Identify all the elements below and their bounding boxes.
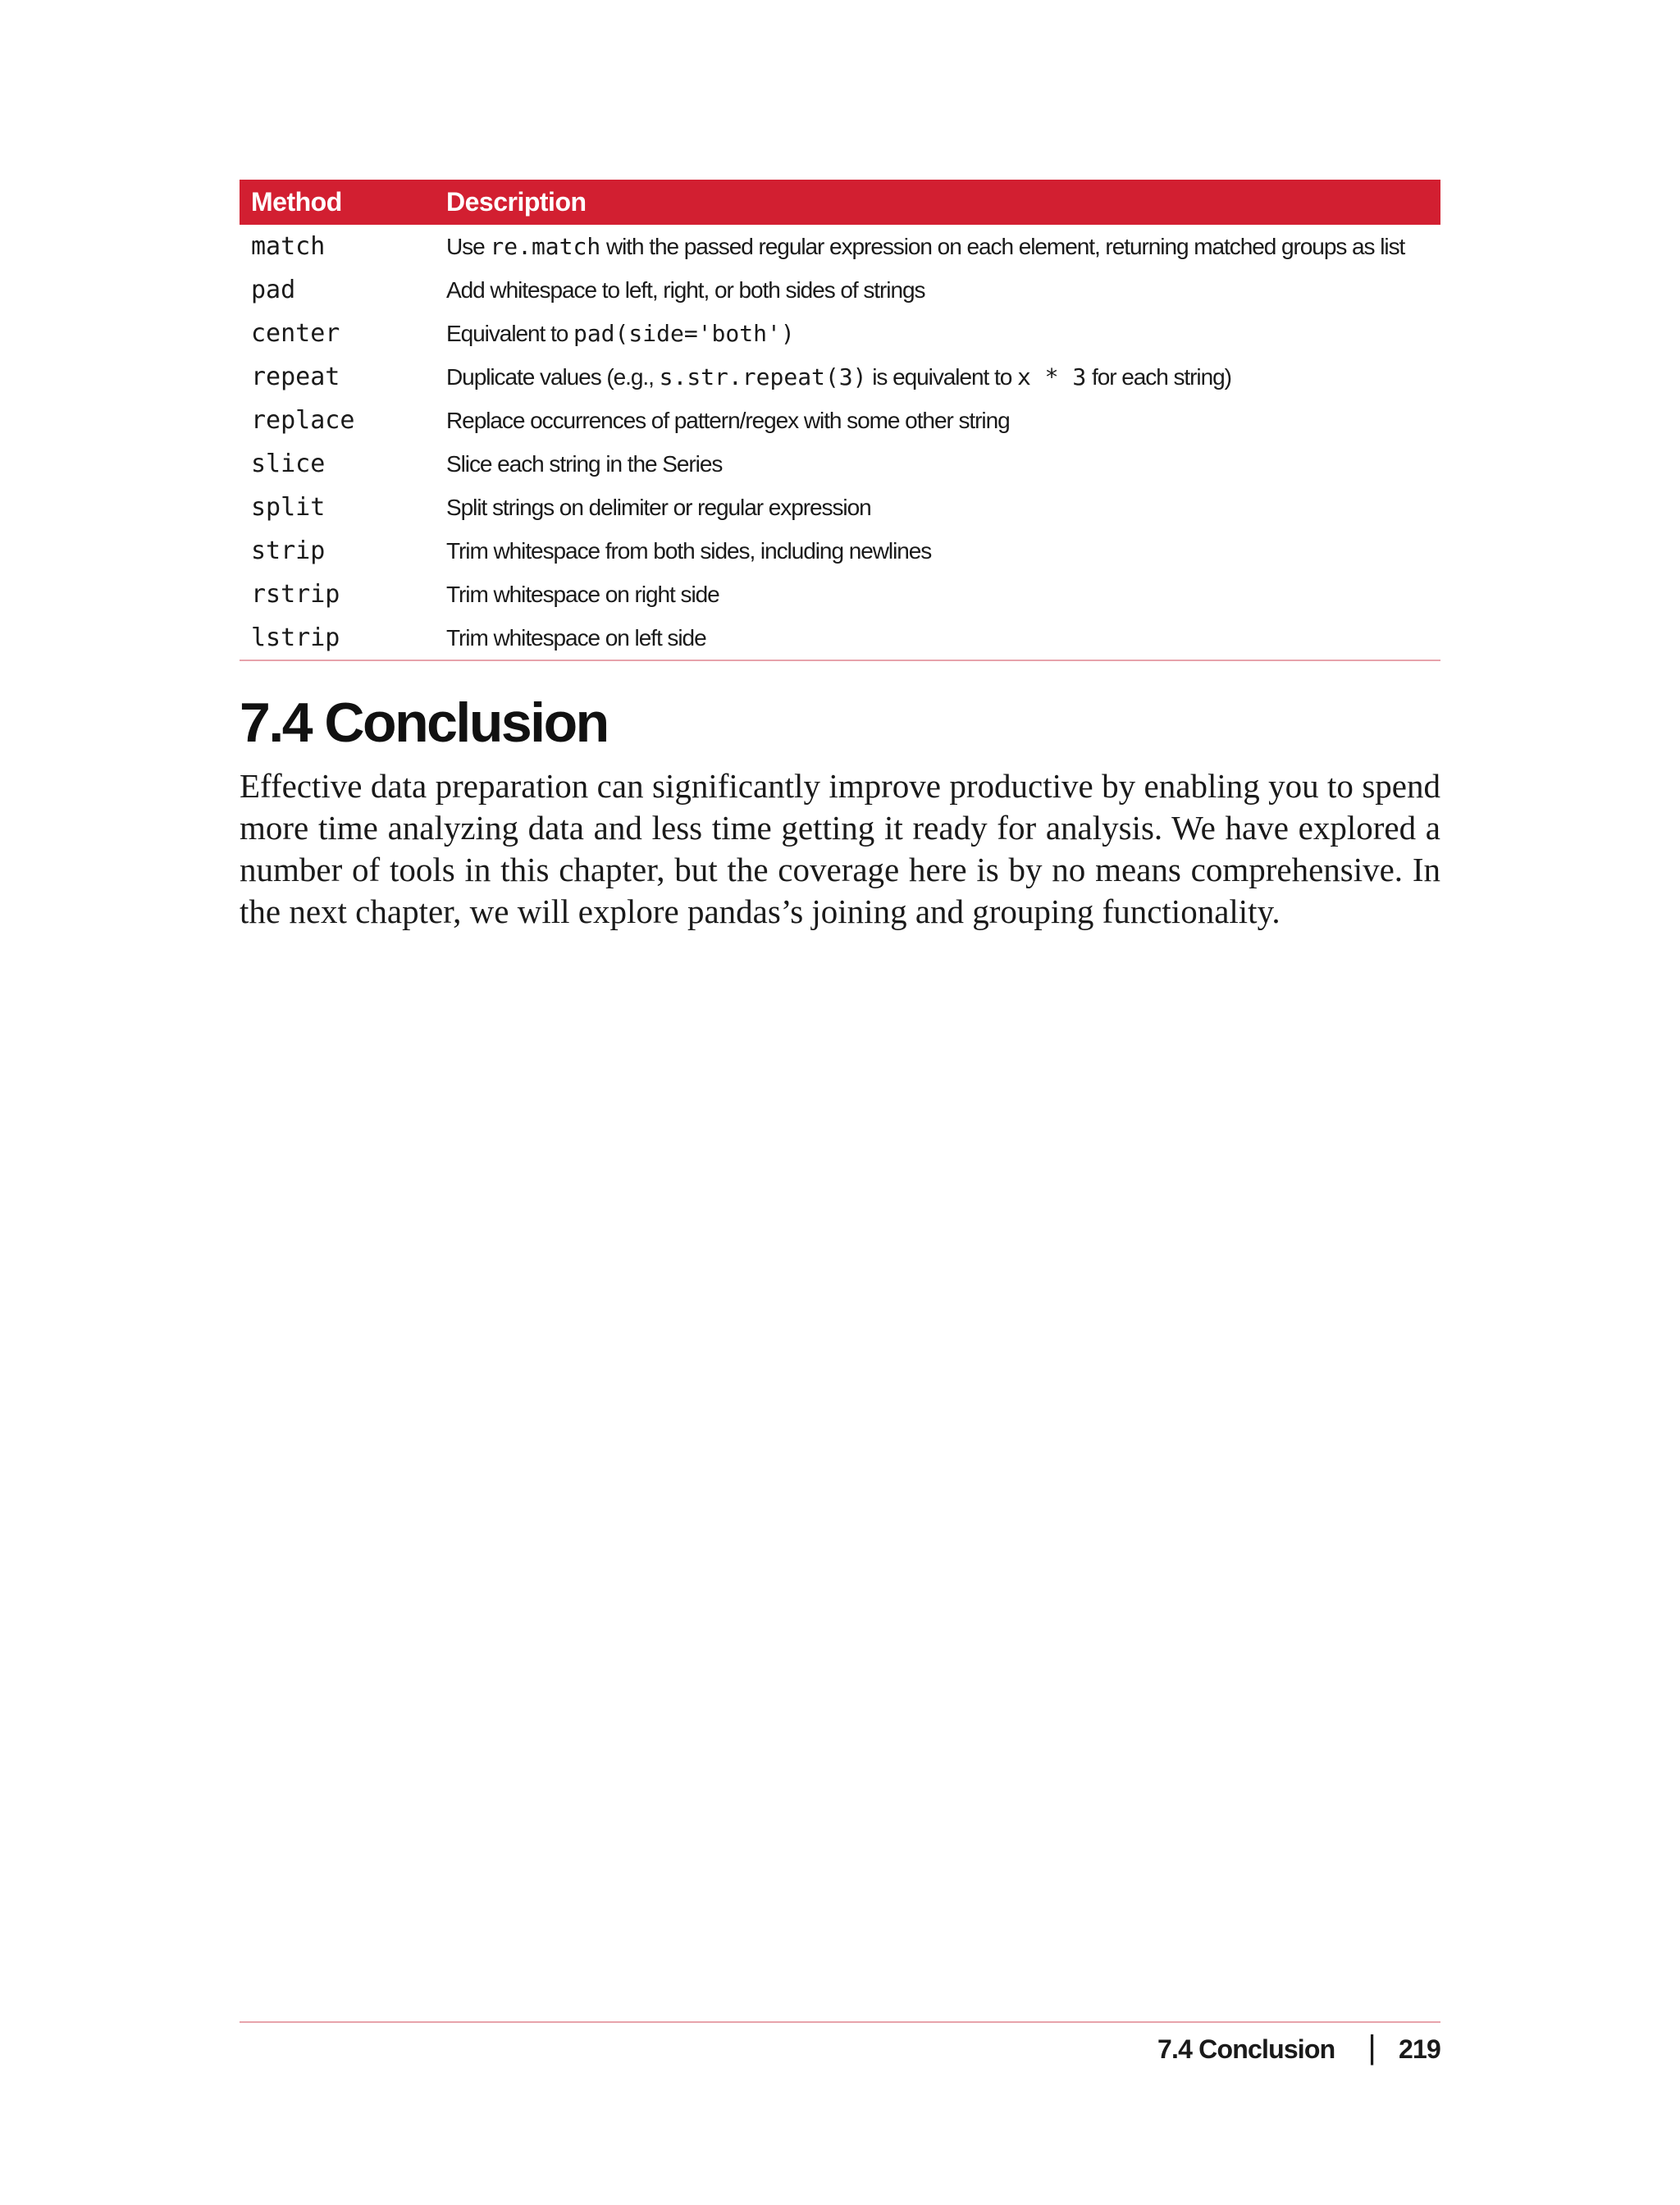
description-cell [435, 616, 1440, 660]
description-cell [435, 399, 1440, 442]
footer-separator: | [1367, 2029, 1376, 2066]
table-row [240, 268, 1440, 312]
table-row [240, 573, 1440, 616]
description-text: Split strings on delimiter or regular expression [446, 494, 871, 520]
footer-section-title: 7.4 Conclusion [1157, 2034, 1335, 2064]
table-row [240, 355, 1440, 399]
page-footer [1157, 2029, 1440, 2066]
table-row [240, 616, 1440, 660]
table-row [240, 312, 1440, 355]
description-text: with the passed regular expression on each element, returning matched groups as list [600, 234, 1405, 259]
description-cell [435, 442, 1440, 486]
description-text: Add whitespace to left, right, or both sides of strings [446, 276, 925, 303]
description-text: Use [446, 234, 491, 259]
description-cell [435, 225, 1440, 268]
description-cell [435, 312, 1440, 355]
table-row [240, 529, 1440, 573]
table-row [240, 225, 1440, 268]
method-name-cell: lstrip [240, 616, 435, 660]
table-row [240, 442, 1440, 486]
page-number: 219 [1399, 2034, 1440, 2064]
description-cell [435, 268, 1440, 312]
method-name-cell: pad [251, 276, 296, 304]
method-name-cell: rstrip [251, 580, 340, 609]
table-header-row [240, 180, 1440, 225]
description-text: Equivalent to [446, 321, 573, 346]
string-methods-table [240, 180, 1440, 661]
description-cell [435, 573, 1440, 616]
method-name-cell: split [251, 493, 326, 522]
inline-code: pad(side='both') [573, 320, 795, 347]
description-text: Trim whitespace from both sides, including newlines [446, 537, 932, 564]
column-header-description: Description [435, 180, 1440, 225]
page-content [240, 180, 1440, 933]
inline-code: x * 3 [1016, 363, 1087, 390]
method-name-cell: center [251, 319, 340, 348]
section-heading: 7.4 Conclusion [240, 692, 608, 754]
method-name-cell: match [251, 232, 326, 261]
description-text: Duplicate values (e.g., [446, 364, 660, 390]
method-name-cell: slice [251, 450, 326, 478]
description-text: Trim whitespace on right side [446, 581, 719, 607]
description-text: is equivalent to [866, 364, 1017, 390]
description-text: Trim whitespace on left side [446, 624, 706, 651]
inline-code: s.str.repeat(3) [659, 363, 867, 390]
table-body [240, 225, 1440, 660]
inline-code: re.match [490, 233, 601, 260]
table-row [240, 486, 1440, 529]
column-header-method: Method [240, 180, 435, 225]
footer-divider [240, 2021, 1440, 2023]
description-cell [435, 486, 1440, 529]
description-text: Replace occurrences of pattern/regex with some other string [446, 407, 1010, 433]
table-row [240, 399, 1440, 442]
description-text: Slice each string in the Series [446, 450, 723, 477]
method-name-cell: replace [251, 406, 355, 435]
description-cell [435, 355, 1440, 399]
body-paragraph: Effective data preparation can significantly improve productive by enabling you to spend more time analyzing data and less time getting it ready for analysis. We have explored a number of tools in this chapter, but the coverage here is by no means comprehensive. In the next chapter, we will explore pandas’s joining and grouping functionality. [240, 766, 1440, 930]
description-cell [435, 529, 1440, 573]
description-text: for each string) [1086, 364, 1231, 390]
method-name-cell: strip [251, 536, 326, 565]
method-name-cell: repeat [251, 363, 340, 391]
